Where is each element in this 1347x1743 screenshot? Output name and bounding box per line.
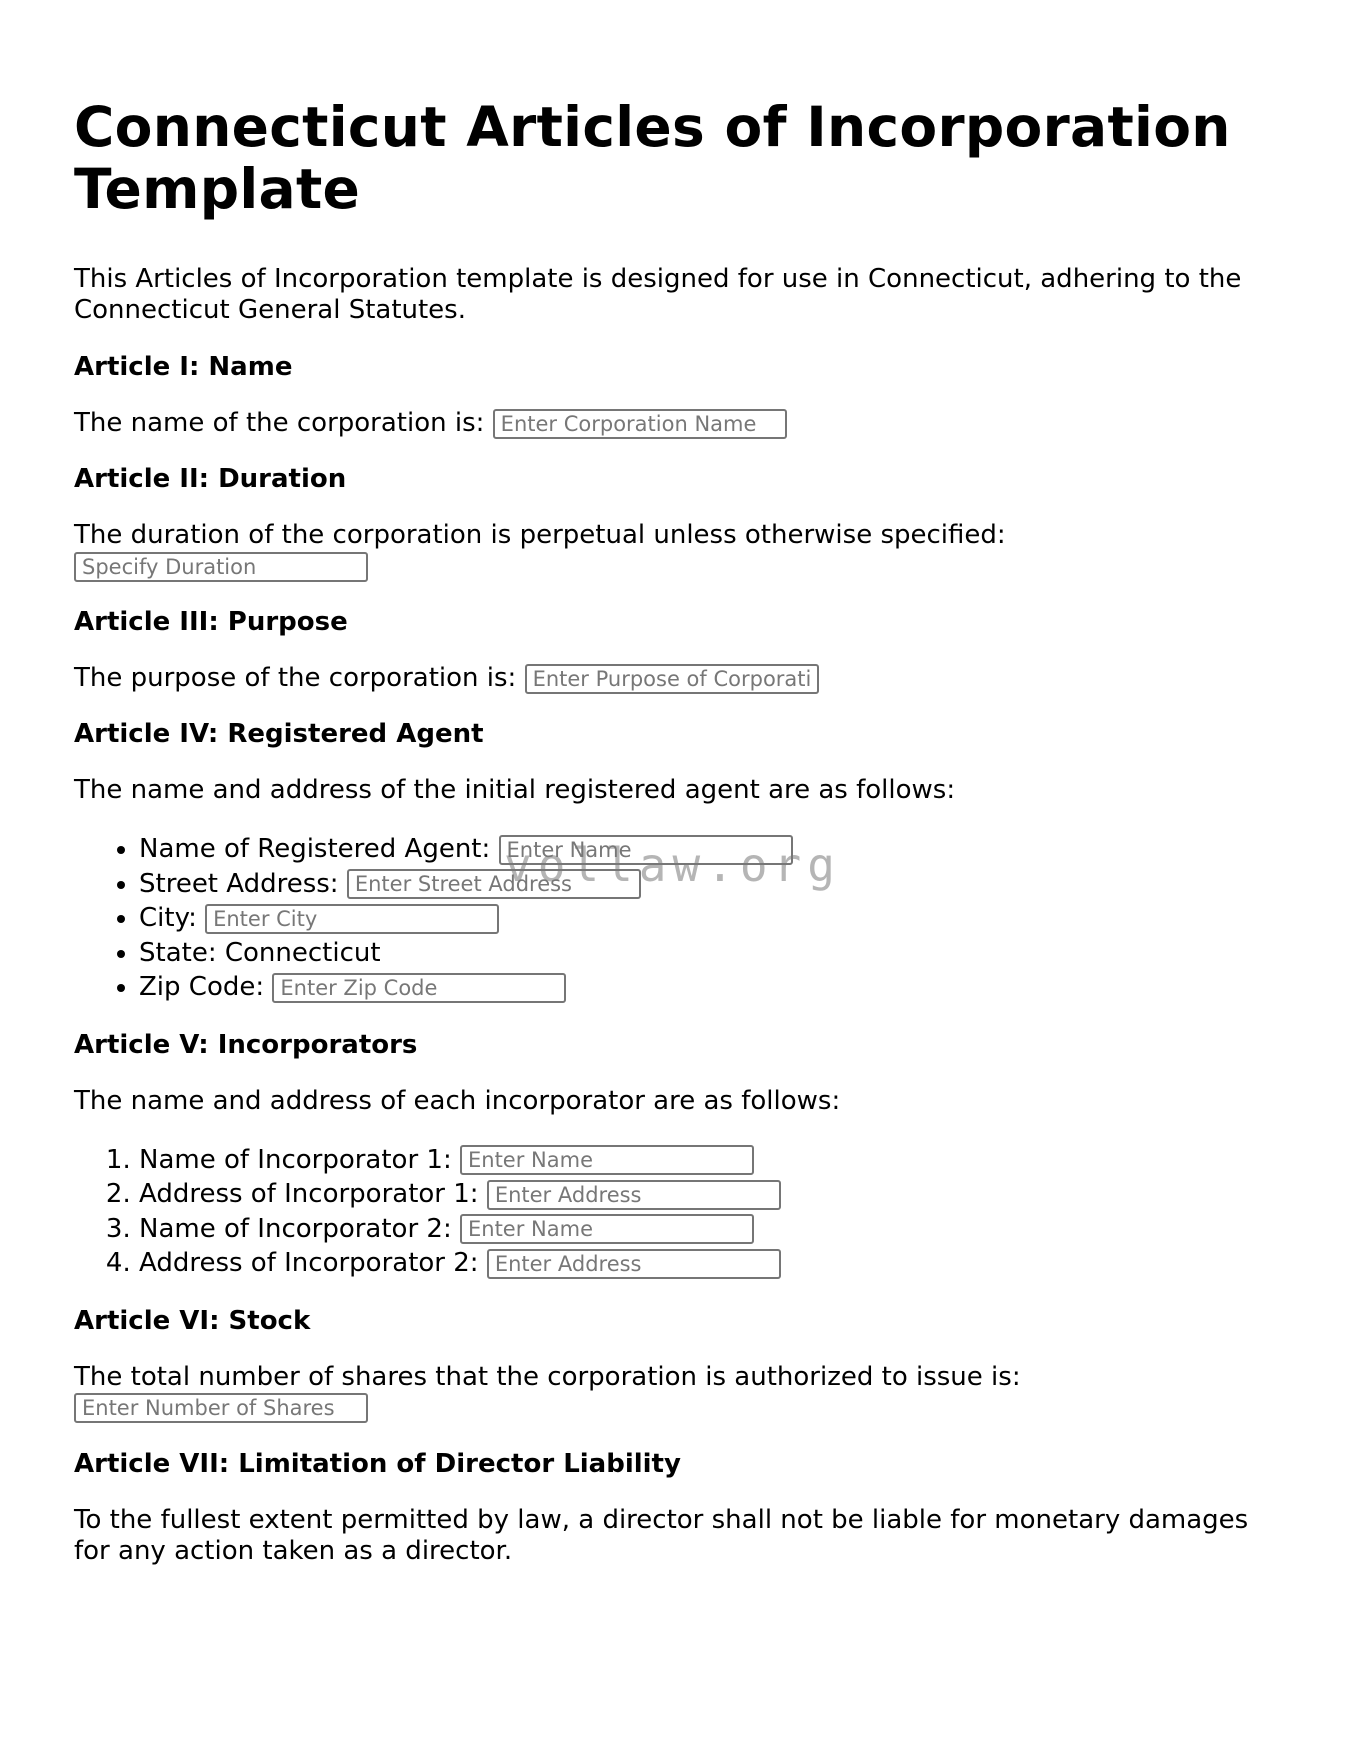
incorporators-list — [74, 1143, 1274, 1281]
article-2 — [74, 464, 1274, 582]
article-6 — [74, 1306, 1274, 1424]
field-label: Street Address: — [139, 868, 339, 899]
field-label: City: — [139, 903, 197, 933]
article-heading: Article III: Purpose — [74, 607, 348, 637]
number-of-shares-input[interactable] — [74, 1393, 368, 1423]
page-title: Connecticut Articles of Incorporation Template — [74, 95, 1231, 221]
incorporator-2-name-input[interactable] — [460, 1214, 754, 1244]
article-heading: Article VII: Limitation of Director Liability — [74, 1448, 681, 1479]
list-item — [139, 1212, 1274, 1247]
article-1 — [74, 352, 1274, 439]
agent-name-input[interactable] — [499, 835, 793, 865]
list-item — [139, 1246, 1274, 1281]
article-text — [74, 408, 1274, 439]
article-heading: Article I: Name — [74, 352, 293, 382]
article-heading: Article IV: Registered Agent — [74, 719, 484, 749]
field-label: Name of Incorporator 2: — [139, 1213, 452, 1244]
intro-text: This Articles of Incorporation template is designed for use in Connecticut, adhering to the Connecticut General Statutes. — [74, 264, 1242, 325]
article-text: The name and address of each incorporator are as follows: — [74, 1085, 841, 1116]
registered-agent-list — [74, 832, 1274, 1005]
article-text — [74, 1362, 1274, 1424]
street-address-input[interactable] — [347, 869, 641, 899]
article-4 — [74, 719, 1274, 1005]
list-item — [139, 832, 1274, 867]
list-item — [139, 1177, 1274, 1212]
document — [74, 96, 1274, 1592]
watermark: vollaw.org — [504, 838, 841, 892]
article-text: To the fullest extent permitted by law, a director shall not be liable for monetary damages for any action taken as a director. — [74, 1504, 1249, 1566]
list-item — [139, 1143, 1274, 1178]
article-label: The total number of shares that the corporation is authorized to issue is: — [74, 1361, 1021, 1392]
list-item — [139, 867, 1274, 902]
city-input[interactable] — [205, 904, 499, 934]
article-heading: Article II: Duration — [74, 464, 347, 494]
state-value: State: Connecticut — [139, 937, 381, 968]
article-7 — [74, 1449, 1274, 1567]
article-heading: Article VI: Stock — [74, 1305, 311, 1336]
field-label: Address of Incorporator 1: — [139, 1179, 479, 1209]
purpose-input[interactable] — [525, 664, 819, 694]
article-5 — [74, 1030, 1274, 1281]
list-item — [139, 901, 1274, 936]
article-text — [74, 520, 1274, 582]
corporation-name-input[interactable] — [493, 409, 787, 439]
list-item — [139, 936, 1274, 971]
article-label: The purpose of the corporation is: — [74, 663, 517, 693]
article-label: The name of the corporation is: — [74, 408, 485, 438]
field-label: Address of Incorporator 2: — [139, 1248, 479, 1278]
article-label: The duration of the corporation is perpetual unless otherwise specified: — [74, 520, 1006, 550]
duration-input[interactable] — [74, 552, 368, 582]
incorporator-1-address-input[interactable] — [487, 1180, 781, 1210]
field-label: Name of Registered Agent: — [139, 834, 491, 864]
zip-code-input[interactable] — [272, 973, 566, 1003]
incorporator-2-address-input[interactable] — [487, 1249, 781, 1279]
incorporator-1-name-input[interactable] — [460, 1145, 754, 1175]
article-3 — [74, 607, 1274, 694]
field-label: Name of Incorporator 1: — [139, 1144, 452, 1175]
list-item — [139, 970, 1274, 1005]
field-label: Zip Code: — [139, 972, 265, 1002]
article-text: The name and address of the initial registered agent are as follows: — [74, 775, 956, 805]
article-heading: Article V: Incorporators — [74, 1029, 418, 1060]
article-text — [74, 663, 1274, 694]
